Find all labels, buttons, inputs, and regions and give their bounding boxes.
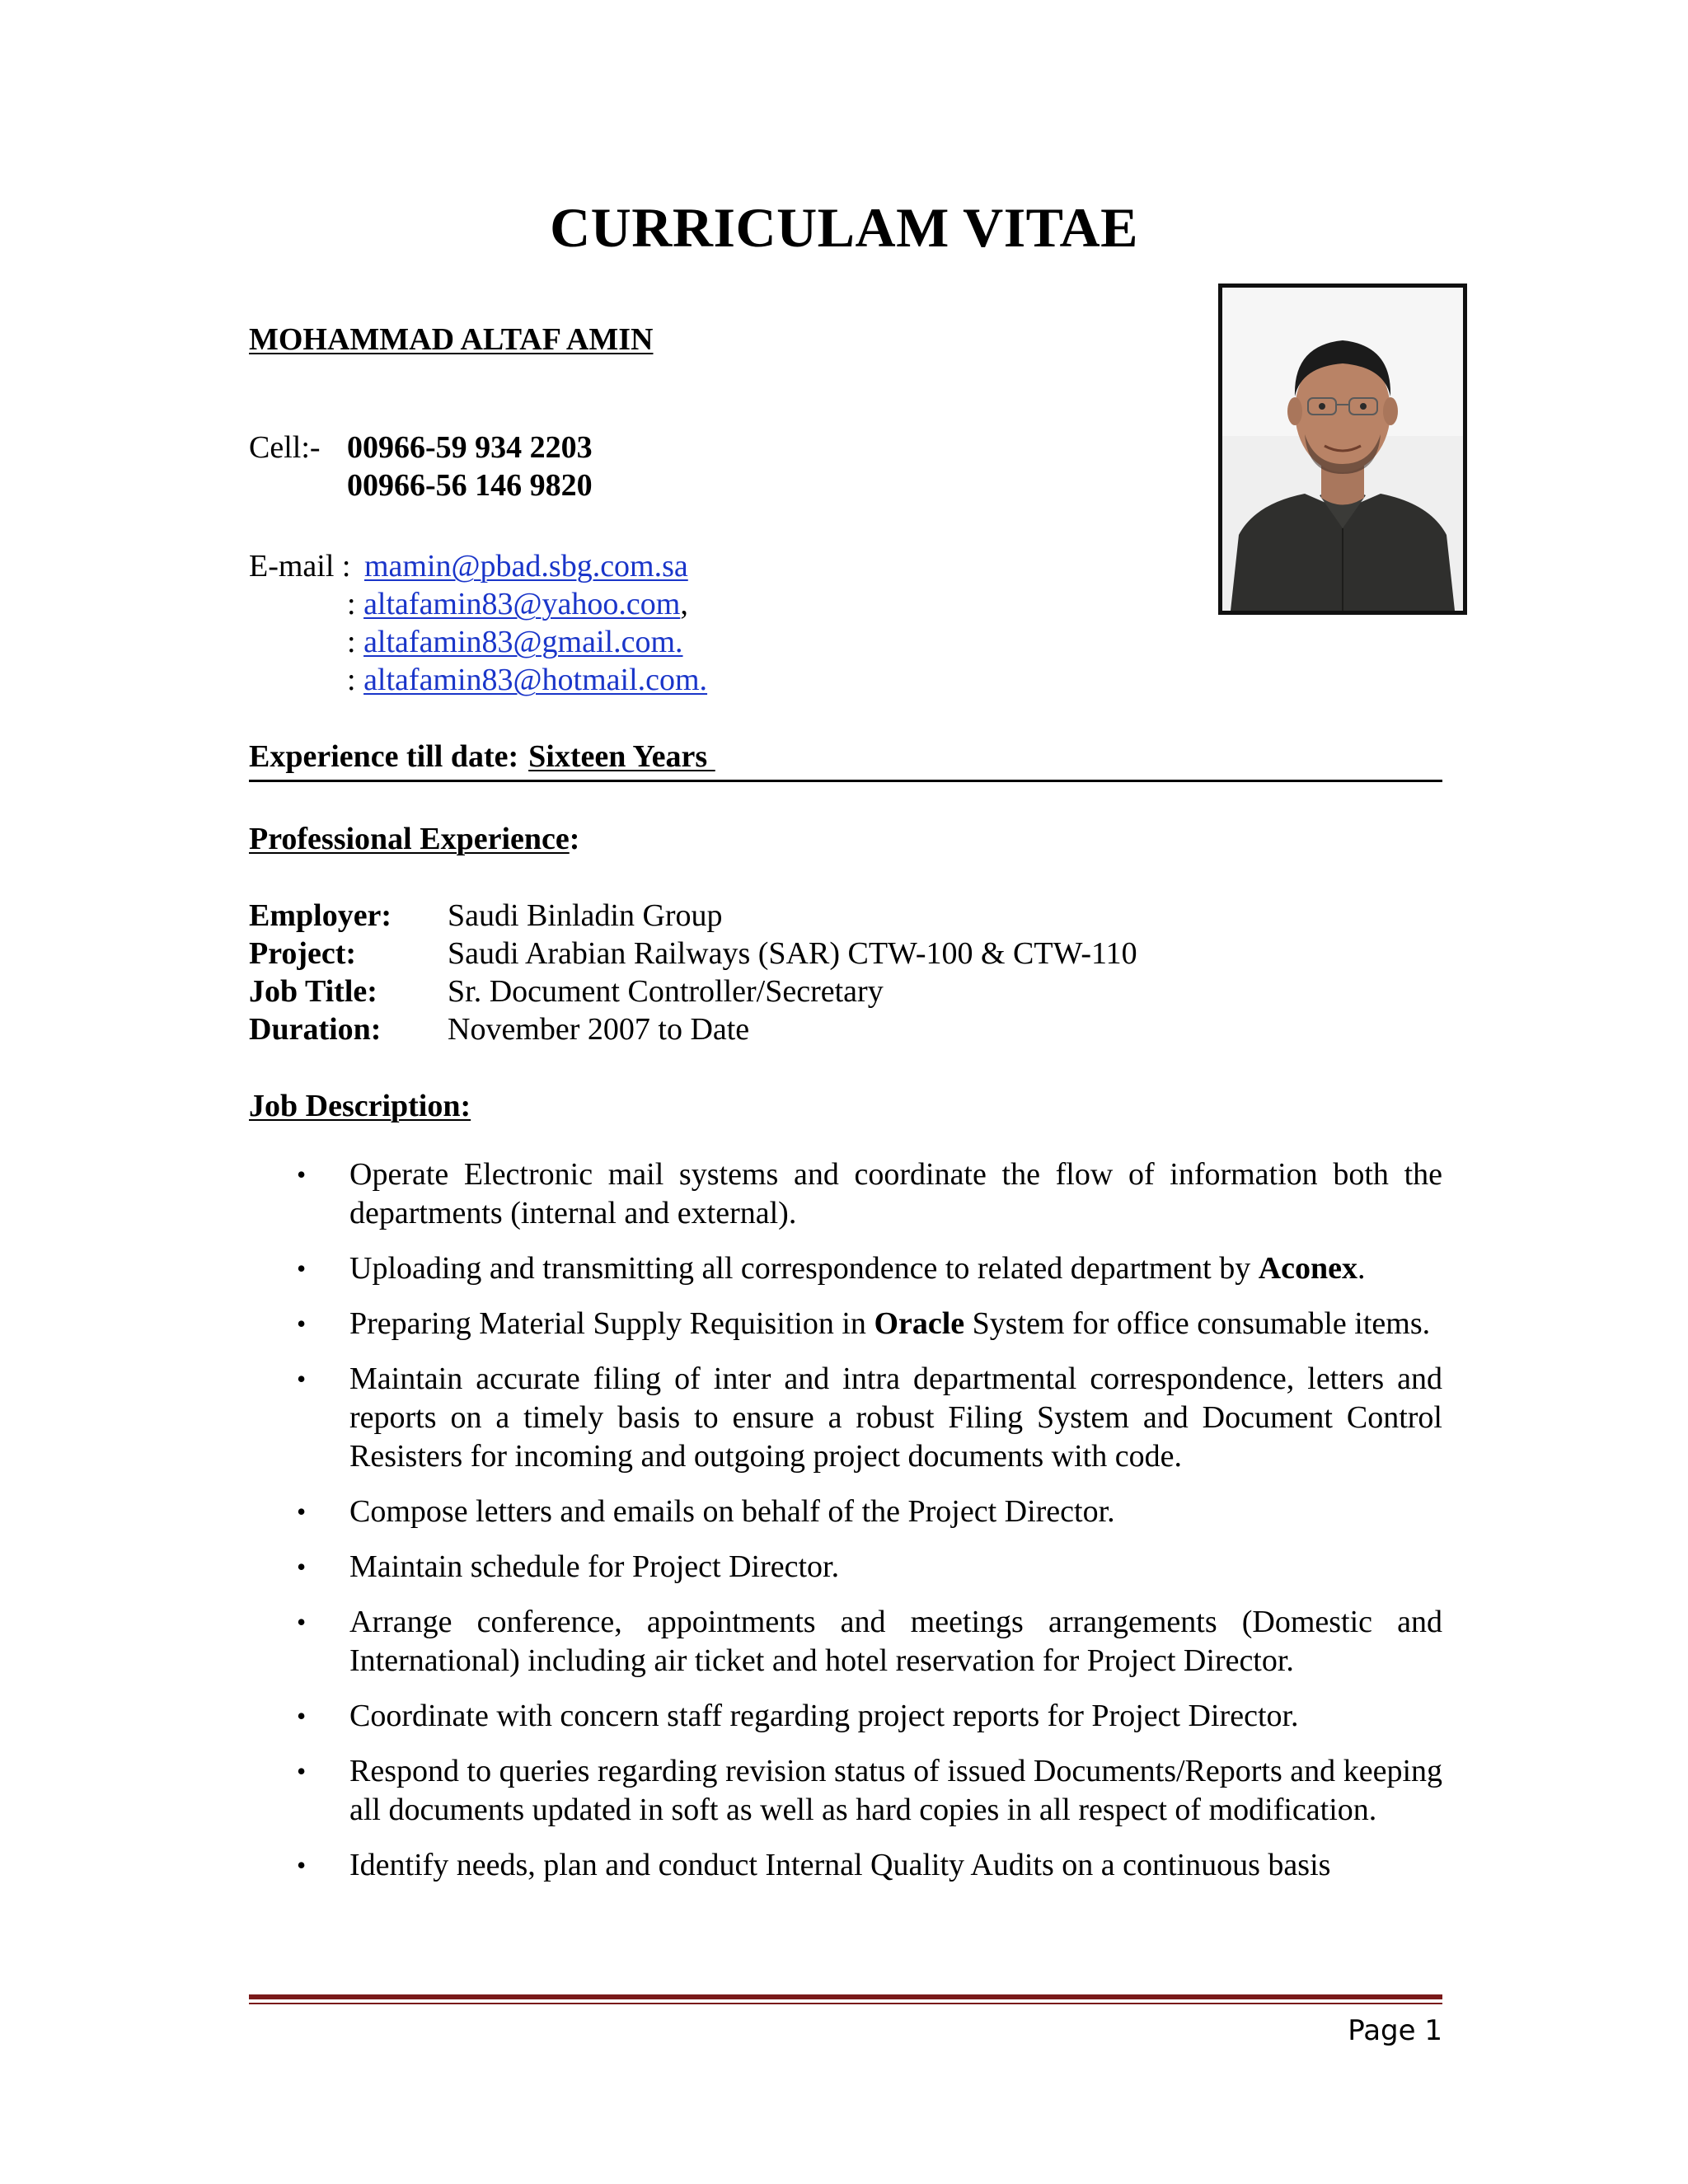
list-item: • Uploading and transmitting all correspondence to related department by Aconex. — [249, 1249, 1442, 1288]
candidate-name: MOHAMMAD ALTAF AMIN — [249, 322, 654, 357]
email-item-3 — [347, 623, 683, 661]
email-link-4[interactable]: altafamin83@hotmail.com. — [363, 663, 708, 697]
profile-photo — [1218, 284, 1467, 615]
document-title: CURRICULAM VITAE — [550, 196, 1138, 259]
email-prefix-3: : — [347, 625, 356, 659]
project-value: Saudi Arabian Railways (SAR) CTW-100 & CTW-110 — [448, 936, 1137, 971]
employer-label: Employer: — [249, 898, 392, 933]
bullet-icon: • — [297, 1850, 307, 1880]
email-prefix-2: : — [347, 587, 356, 621]
email-prefix-4: : — [347, 663, 356, 697]
email-link-1[interactable]: mamin@pbad.sbg.com.sa — [364, 549, 688, 583]
experience-summary-row — [249, 738, 1442, 782]
experience-value: Sixteen Years — [528, 739, 715, 774]
email-item-1 — [364, 547, 688, 585]
phone-number-1: 00966-59 934 2203 — [347, 430, 593, 465]
employer-value: Saudi Binladin Group — [448, 898, 723, 933]
bullet-icon: • — [297, 1756, 307, 1786]
bullet-icon: • — [297, 1701, 307, 1731]
project-label: Project: — [249, 936, 357, 971]
duration-value: November 2007 to Date — [448, 1012, 750, 1047]
list-item: • Identify needs, plan and conduct Internal Quality Audits on a continuous basis — [249, 1846, 1442, 1885]
cell-label: Cell:- — [249, 430, 321, 465]
bullet-icon: • — [297, 1364, 307, 1394]
bullet-icon: • — [297, 1160, 307, 1189]
person-portrait-icon — [1222, 288, 1463, 611]
bullet-icon: • — [297, 1607, 307, 1637]
list-item: • Operate Electronic mail systems and coordinate the flow of information both the departments (internal and external). — [297, 1157, 1442, 1230]
list-item: • Arrange conference, appointments and meetings arrangements (Domestic and International) including air ticket and hotel reservation for Project Director. — [297, 1605, 1442, 1678]
email-link-2[interactable]: altafamin83@yahoo.com — [363, 587, 681, 621]
job-description-heading: Job Description: — [249, 1089, 471, 1123]
list-item: • Maintain accurate filing of inter and intra departmental correspondence, letters and reports on a timely basis to ensure a robust Filing System and Document Control Resisters for incoming and outgoing project documents with code. — [297, 1361, 1442, 1474]
bullet-icon: • — [297, 1497, 307, 1526]
bullet-icon: • — [297, 1309, 307, 1338]
email-item-2 — [347, 585, 688, 623]
professional-experience-heading — [249, 821, 579, 857]
footer-divider-thin — [249, 2003, 1442, 2004]
page-number: Page 1 — [1348, 2014, 1442, 2047]
duration-label: Duration: — [249, 1012, 382, 1047]
email-item-4 — [347, 661, 707, 699]
experience-label: Experience till date: — [249, 739, 519, 774]
job-title-value: Sr. Document Controller/Secretary — [448, 974, 884, 1009]
email-link-3[interactable]: altafamin83@gmail.com. — [363, 625, 683, 659]
phone-number-2: 00966-56 146 9820 — [347, 468, 593, 503]
list-item: • Respond to queries regarding revision status of issued Documents/Reports and keeping all documents updated in soft as well as hard copies in all respect of modification. — [297, 1754, 1442, 1827]
professional-experience-title: Professional Experience — [249, 822, 570, 856]
bullet-icon: • — [297, 1254, 307, 1283]
job-description-list — [249, 1155, 1442, 1901]
list-item: • Coordinate with concern staff regarding project reports for Project Director. — [249, 1697, 1442, 1736]
list-item: • Maintain schedule for Project Director. — [249, 1548, 1442, 1586]
bullet-icon: • — [297, 1552, 307, 1582]
footer-divider-thick — [249, 1994, 1442, 1999]
list-item: • Compose letters and emails on behalf of the Project Director. — [249, 1493, 1442, 1531]
email-label: E-mail : — [249, 549, 351, 583]
professional-experience-colon: : — [569, 822, 580, 856]
job-title-label: Job Title: — [249, 974, 377, 1009]
email-suffix-2: , — [680, 587, 688, 621]
list-item: • Preparing Material Supply Requisition in Oracle System for office consumable items. — [249, 1305, 1442, 1343]
